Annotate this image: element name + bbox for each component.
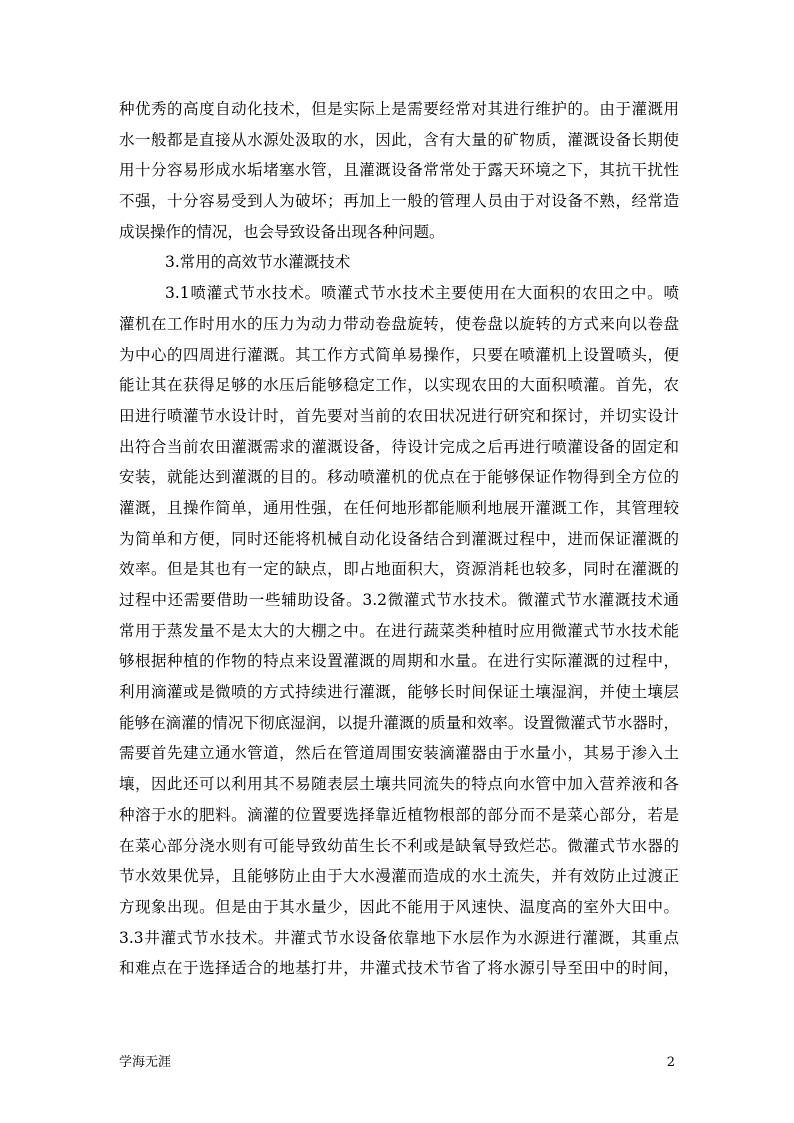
paragraph-2-line: 节水效果优异，且能够防止由于大水漫灌而造成的水土流失，并有效防止过渡正: [119, 867, 679, 886]
paragraph-1-line: 不强，十分容易受到人为破坏；再加上一般的管理人员由于对设备不熟，经常造: [119, 192, 679, 211]
paragraph-2-line: 安装，就能达到灌溉的目的。移动喷灌机的优点在于能够保证作物得到全方位的: [119, 468, 679, 487]
paragraph-2-line: 3.3井灌式节水技术。井灌式节水设备依靠地下水层作为水源进行灌溉，其重点: [119, 928, 679, 947]
paragraph-2-line: 在菜心部分浇水则有可能导致幼苗生长不利或是缺氧导致烂芯。微灌式节水器的: [119, 836, 679, 855]
paragraph-2-line: 利用滴灌或是微喷的方式持续进行灌溉，能够长时间保证土壤湿润，并使土壤层: [119, 683, 679, 702]
paragraph-2-line: 3.1喷灌式节水技术。喷灌式节水技术主要使用在大面积的农田之中。喷: [165, 284, 679, 303]
paragraph-1-line: 用十分容易形成水垢堵塞水管，且灌溉设备常常处于露天环境之下，其抗干扰性: [119, 161, 679, 180]
footer-text: 学海无涯: [119, 1055, 172, 1070]
paragraph-2-line: 种溶于水的肥料。滴灌的位置要选择靠近植物根部的部分而不是菜心部分，若是: [119, 805, 679, 824]
paragraph-2-line: 灌溉，且操作简单，通用性强，在任何地形都能顺利地展开灌溉工作，其管理较: [119, 498, 679, 517]
paragraph-2-line: 能让其在获得足够的水压后能够稳定工作，以实现农田的大面积喷灌。首先，农: [119, 376, 679, 395]
section-heading: 3.常用的高效节水灌溉技术: [165, 253, 351, 272]
paragraph-2-line: 常用于蒸发量不是太大的大棚之中。在进行蔬菜类种植时应用微灌式节水技术能: [119, 621, 679, 640]
body-text: [119, 94, 679, 984]
paragraph-2-line: 田进行喷灌节水设计时，首先要对当前的农田状况进行研究和探讨，并切实设计: [119, 406, 679, 425]
paragraph-2-line: 灌机在工作时用水的压力为动力带动卷盘旋转，使卷盘以旋转的方式来向以卷盘: [119, 314, 679, 333]
paragraph-2-line: 过程中还需要借助一些辅助设备。3.2微灌式节水技术。微灌式节水灌溉技术通: [119, 591, 679, 609]
paragraph-1-line: 水一般都是直接从水源处汲取的水，因此，含有大量的矿物质，灌溉设备长期使: [119, 130, 679, 149]
paragraph-1-line: 种优秀的高度自动化技术，但是实际上是需要经常对其进行维护的。由于灌溉用: [119, 100, 679, 118]
paragraph-2-line: 需要首先建立通水管道，然后在管道周围安装滴灌器由于水量小，其易于渗入土: [119, 744, 679, 763]
paragraph-2-line: 效率。但是其也有一定的缺点，即占地面积大，资源消耗也较多，同时在灌溉的: [119, 560, 679, 579]
page-number: 2: [666, 1055, 675, 1070]
paragraph-1-line: 成误操作的情况，也会导致设备出现各种问题。: [119, 222, 445, 241]
paragraph-2-line: 方现象出现。但是由于其水量少，因此不能用于风速快、温度高的室外大田中。: [119, 897, 679, 916]
paragraph-2-line: 能够在滴灌的情况下彻底湿润，以提升灌溉的质量和效率。设置微灌式节水器时，: [119, 713, 679, 732]
paragraph-2-line: 出符合当前农田灌溉需求的灌溉设备，待设计完成之后再进行喷灌设备的固定和: [119, 437, 679, 456]
paragraph-2-line: 和难点在于选择适合的地基打井，井灌式技术节省了将水源引导至田中的时间，: [119, 959, 679, 978]
paragraph-2-line: 为简单和方便，同时还能将机械自动化设备结合到灌溉过程中，进而保证灌溉的: [119, 529, 679, 548]
paragraph-2-line: 为中心的四周进行灌溉。其工作方式简单易操作，只要在喷灌机上设置喷头，便: [119, 345, 679, 364]
paragraph-2-line: 壤，因此还可以利用其不易随表层土壤共同流失的特点向水管中加入营养液和各: [119, 775, 679, 794]
paragraph-2-line: 够根据种植的作物的特点来设置灌溉的周期和水量。在进行实际灌溉的过程中，: [119, 652, 679, 671]
